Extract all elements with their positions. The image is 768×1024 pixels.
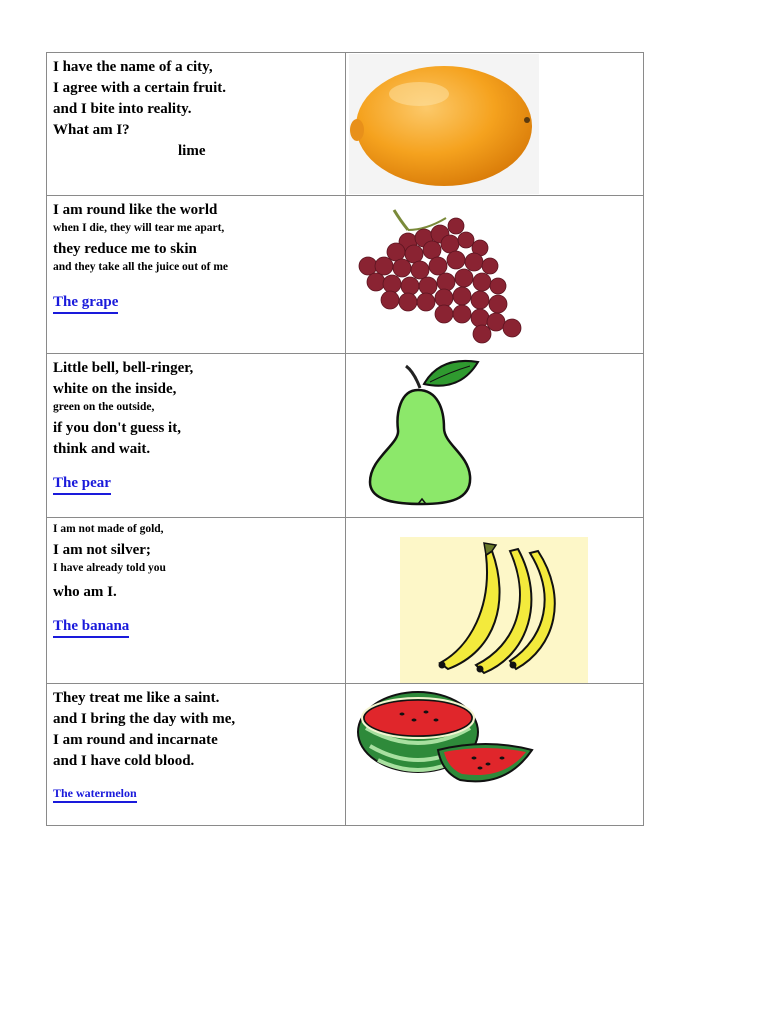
riddle-line: and I bite into reality.	[53, 101, 192, 117]
riddle-line: they reduce me to skin	[53, 241, 197, 257]
riddle-text-cell	[47, 196, 346, 354]
riddle-row	[47, 354, 644, 518]
riddle-text-cell	[47, 354, 346, 518]
riddle-line: I am not silver;	[53, 542, 151, 558]
riddle-answer-link[interactable]: The pear	[53, 475, 111, 495]
riddle-answer-link[interactable]: The banana	[53, 618, 129, 638]
riddle-line: green on the outside,	[53, 401, 155, 413]
riddle-line: I am not made of gold,	[53, 523, 164, 535]
grapes-icon	[356, 200, 536, 350]
riddle-line: and they take all the juice out of me	[53, 261, 229, 273]
lemon-icon	[349, 54, 539, 194]
riddle-answer-link[interactable]: The watermelon	[53, 786, 137, 803]
banana-icon	[400, 537, 588, 683]
pear-icon	[360, 358, 490, 508]
riddle-image-cell	[345, 518, 644, 684]
riddle-line: They treat me like a saint.	[53, 690, 220, 706]
riddle-line: if you don't guess it,	[53, 420, 181, 436]
riddle-line: who am I.	[53, 584, 117, 600]
riddle-line: think and wait.	[53, 441, 151, 457]
riddle-row	[47, 53, 644, 196]
riddle-line: I am round like the world	[53, 202, 218, 218]
riddle-image-cell	[345, 53, 644, 196]
riddle-line: Little bell, bell-ringer,	[53, 360, 194, 376]
riddle-line: What am I?	[53, 122, 130, 138]
riddle-image-cell	[345, 684, 644, 826]
riddle-line: white on the inside,	[53, 381, 177, 397]
riddle-text-cell	[47, 53, 346, 196]
riddle-row	[47, 684, 644, 826]
riddle-line: I am round and incarnate	[53, 732, 218, 748]
riddle-row	[47, 196, 644, 354]
watermelon-icon	[356, 688, 541, 788]
riddle-line: I agree with a certain fruit.	[53, 80, 227, 96]
riddle-answer-link[interactable]: The grape	[53, 294, 118, 314]
riddle-table	[46, 52, 644, 826]
riddle-line: I have the name of a city,	[53, 59, 213, 75]
riddle-text-cell	[47, 684, 346, 826]
riddle-line: and I have cold blood.	[53, 753, 195, 769]
riddle-row	[47, 518, 644, 684]
riddle-line: when I die, they will tear me apart,	[53, 222, 225, 234]
riddle-line: I have already told you	[53, 562, 166, 574]
riddle-image-cell	[345, 354, 644, 518]
riddle-answer: lime	[178, 143, 206, 159]
riddle-image-cell	[345, 196, 644, 354]
riddle-text-cell	[47, 518, 346, 684]
riddle-line: and I bring the day with me,	[53, 711, 236, 727]
